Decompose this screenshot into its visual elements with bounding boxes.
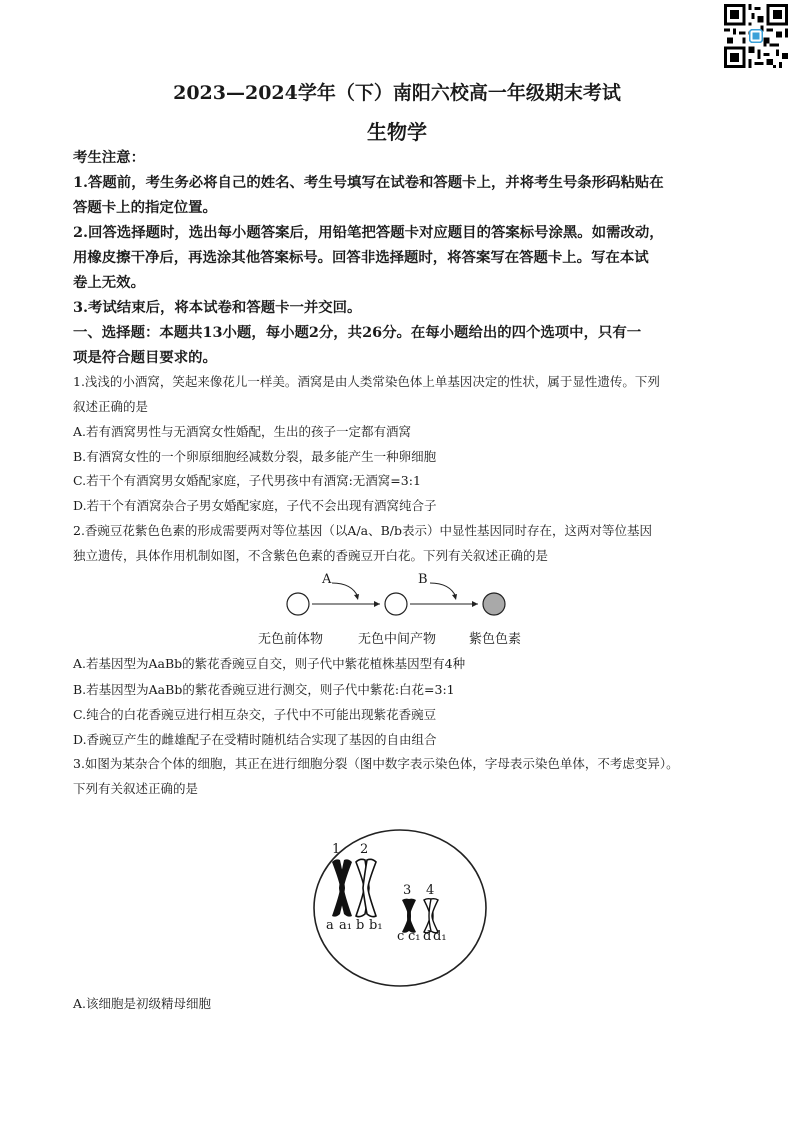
enzyme-b-arrow-head bbox=[452, 594, 457, 600]
arrow-b-head bbox=[472, 601, 478, 607]
chromatid-a1: a₁ bbox=[339, 918, 352, 933]
chromosome-4-number: 4 bbox=[426, 883, 435, 898]
pathway-diagram bbox=[250, 570, 560, 630]
chromatid-c1: c₁ bbox=[408, 929, 421, 944]
chromatid-d1: d₁ bbox=[433, 929, 447, 944]
exam-title: 2023—2024学年（下）南阳六校高一年级期末考试 bbox=[173, 82, 621, 104]
chromatid-c: c bbox=[397, 929, 405, 944]
chromosome-3-number: 3 bbox=[403, 883, 412, 898]
notice-line: 用橡皮擦干净后，再选涂其他答案标号。回答非选择题时，将答案写在答题卡上。写在本试 bbox=[73, 249, 649, 266]
chromatid-b1: b₁ bbox=[369, 918, 383, 933]
intermediate-label: 无色中间产物 bbox=[358, 632, 437, 647]
chromatid-b: b bbox=[356, 918, 365, 933]
q2-option-a: A.若基因型为AaBb的紫花香豌豆自交，则子代中紫花植株基因型有4种 bbox=[73, 656, 466, 671]
notice-line: 答题卡上的指定位置。 bbox=[73, 199, 217, 216]
pigment-label: 紫色色素 bbox=[469, 632, 522, 647]
section-heading: 一、选择题：本题共13小题，每小题2分，共26分。在每小题给出的四个选项中，只有一 bbox=[73, 324, 642, 341]
q1-stem: 1.浅浅的小酒窝，笑起来像花儿一样美。酒窝是由人类常染色体上单基因决定的性状，属于显性遗传。下列 bbox=[73, 374, 660, 389]
chromatid-d: d bbox=[423, 929, 432, 944]
q1-option-c: C.若干个有酒窝男女婚配家庭，子代男孩中有酒窝:无酒窝=3:1 bbox=[73, 473, 421, 488]
arrow-a-head bbox=[374, 601, 380, 607]
qr-code bbox=[724, 4, 788, 68]
q1-stem: 叙述正确的是 bbox=[73, 399, 149, 414]
q1-option-a: A.若有酒窝男性与无酒窝女性婚配，生出的孩子一定都有酒窝 bbox=[73, 424, 412, 439]
q3-stem: 3.如图为某杂合个体的细胞，其正在进行细胞分裂（图中数字表示染色体，字母表示染色单体，不考虑变异）。 bbox=[73, 756, 679, 771]
q3-option-a: A.该细胞是初级精母细胞 bbox=[73, 996, 212, 1011]
q2-stem: 独立遗传，具体作用机制如图，不含紫色色素的香豌豆开白花。下列有关叙述正确的是 bbox=[73, 548, 549, 563]
notice-line: 3.考试结束后，将本试卷和答题卡一并交回。 bbox=[73, 299, 362, 316]
precursor-label: 无色前体物 bbox=[258, 632, 324, 647]
notice-line: 卷上无效。 bbox=[73, 274, 145, 291]
q2-option-c: C.纯合的白花香豌豆进行相互杂交，子代中不可能出现紫花香豌豆 bbox=[73, 707, 437, 722]
chromosome-1-number: 1 bbox=[332, 842, 341, 857]
intermediate-node bbox=[385, 593, 407, 615]
q2-stem: 2.香豌豆花紫色色素的形成需要两对等位基因（以A/a、B/b表示）中显性基因同时存在，这两对等位基因 bbox=[73, 523, 653, 538]
precursor-node bbox=[287, 593, 309, 615]
q1-option-b: B.有酒窝女性的一个卵原细胞经减数分裂，最多能产生一种卵细胞 bbox=[73, 449, 437, 464]
pigment-node bbox=[483, 593, 505, 615]
chromatid-a: a bbox=[326, 918, 334, 933]
enzyme-a-arrow-head bbox=[354, 594, 359, 600]
enzyme-a-label: A bbox=[322, 572, 332, 587]
enzyme-a-arrow bbox=[332, 583, 358, 597]
q2-option-b: B.若基因型为AaBb的紫花香豌豆进行测交，则子代中紫花:白花=3:1 bbox=[73, 682, 455, 697]
q1-option-d: D.若干个有酒窝杂合子男女婚配家庭，子代不会出现有酒窝纯合子 bbox=[73, 498, 437, 513]
q2-option-d: D.香豌豆产生的雌雄配子在受精时随机结合实现了基因的自由组合 bbox=[73, 732, 437, 747]
section-heading: 项是符合题目要求的。 bbox=[73, 349, 217, 366]
notice-line: 2.回答选择题时，选出每小题答案后，用铅笔把答题卡对应题目的答案标号涂黑。如需改动， bbox=[73, 224, 664, 241]
enzyme-b-arrow bbox=[430, 583, 456, 597]
notice-heading: 考生注意： bbox=[73, 149, 145, 166]
enzyme-b-label: B bbox=[418, 572, 428, 587]
chromosome-2-number: 2 bbox=[360, 842, 369, 857]
notice-line: 1.答题前，考生务必将自己的姓名、考生号填写在试卷和答题卡上，并将考生号条形码粘贴在 bbox=[73, 174, 664, 191]
q3-stem: 下列有关叙述正确的是 bbox=[73, 781, 199, 796]
subject-title: 生物学 bbox=[367, 120, 427, 144]
